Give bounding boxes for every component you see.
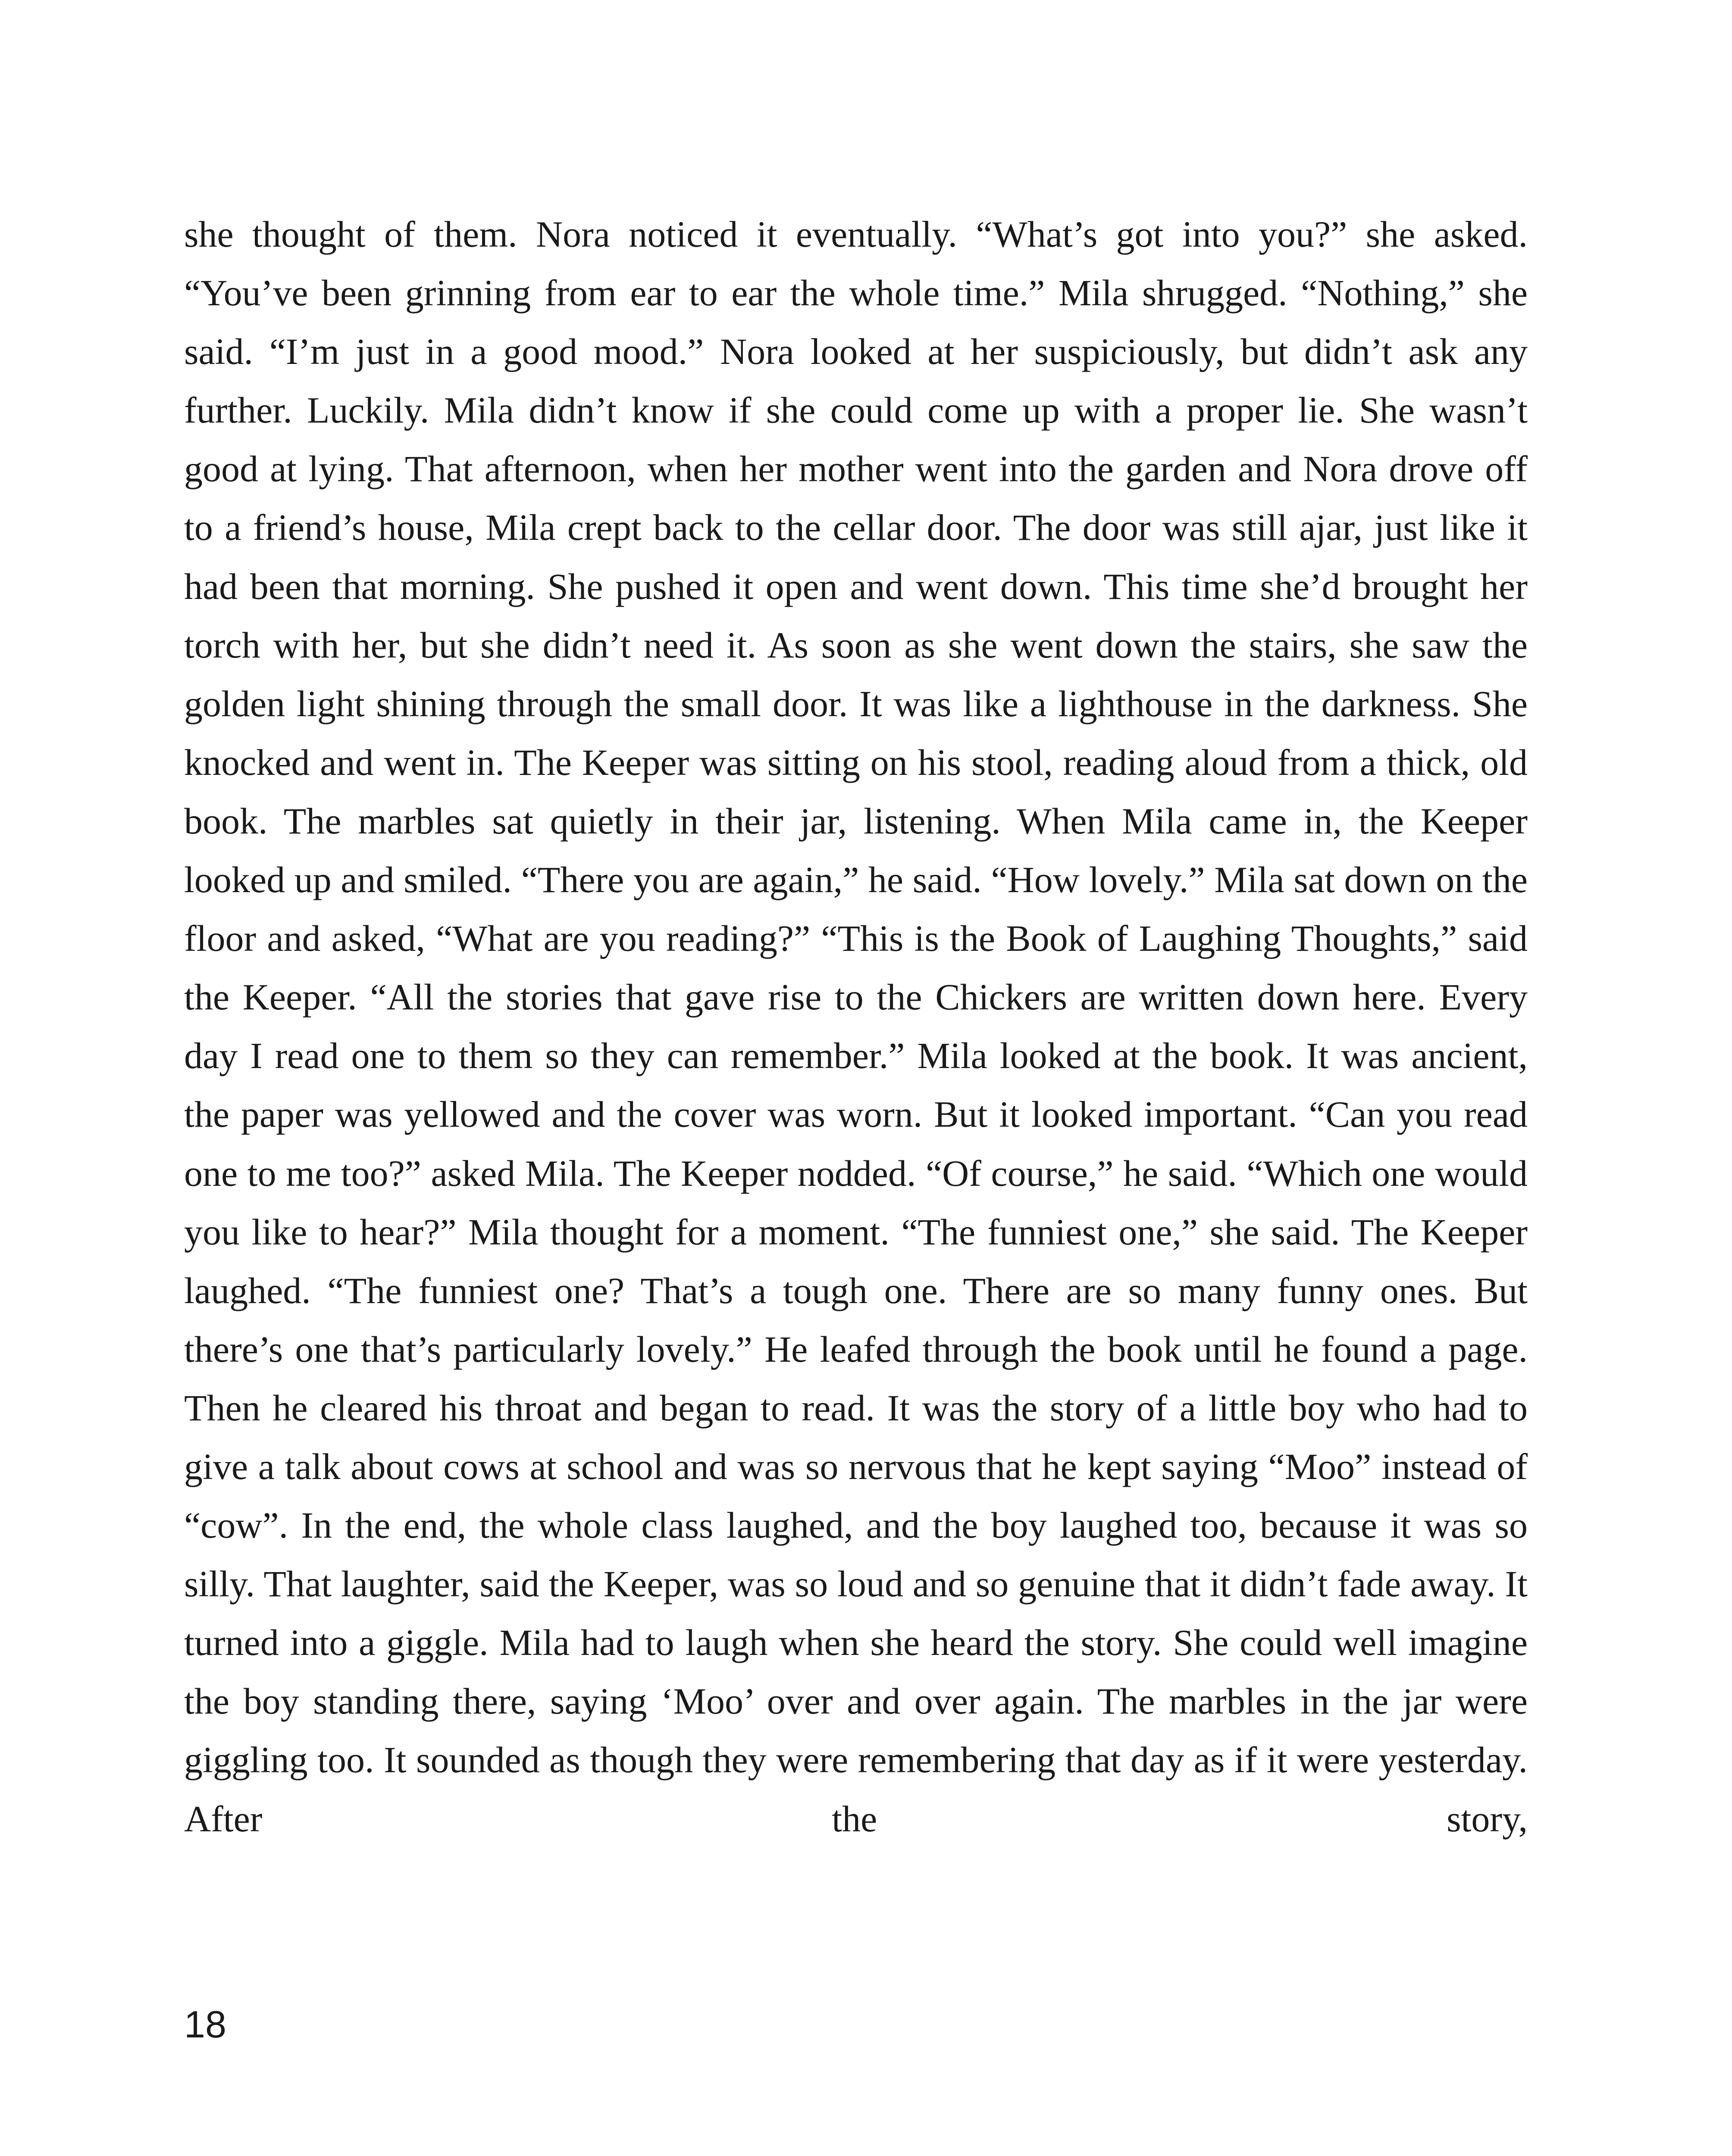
body-paragraph: she thought of them. Nora noticed it eventually. “What’s got into you?” she asked. “You’ve been grinning from ear to ear the whole time.” Mila shrugged. “Nothing,” she said. “I’m just in a good mood.” Nora looked at her suspiciously, but didn’t ask any further. Luckily. Mila didn’t know if she could come up with a proper lie. She wasn’t good at lying. That afternoon, when her mother went into the garden and Nora drove off to a friend’s house, Mila crept back to the cellar door. The door was still ajar, just like it had been that morning. She pushed it open and went down. This time she’d brought her torch with her, but she didn’t need it. As soon as she went down the stairs, she saw the golden light shining through the small door. It was like a lighthouse in the darkness. She knocked and went in. The Keeper was sitting on his stool, reading aloud from a thick, old book. The marbles sat quietly in their jar, listening. When Mila came in, the Keeper looked up and smiled. “There you are again,” he said. “How lovely.” Mila sat down on the floor and asked, “What are you reading?” “This is the Book of Laughing Thoughts,” said the Keeper. “All the stories that gave rise to the Chickers are written down here. Every day I read one to them so they can remember.” Mila looked at the book. It was ancient, the paper was yellowed and the cover was worn. But it looked important. “Can you read one to me too?” asked Mila. The Keeper nodded. “Of course,” he said. “Which one would you like to hear?” Mila thought for a moment. “The funniest one,” she said. The Keeper laughed. “The funniest one? That’s a tough one. There are so many funny ones. But there’s one that’s particularly lovely.” He leafed through the book until he found a page. Then he cleared his throat and began to read. It was the story of a little boy who had to give a talk about cows at school and was so nervous that he kept saying “Moo” instead of “cow”. In the end, the whole class laughed, and the boy laughed too, because it was so silly. That laughter, said the Keeper, was so loud and so genuine that it didn’t fade away. It turned into a giggle. Mila had to laugh when she heard the story. She could well imagine the boy standing there, saying ‘Moo’ over and over again. The marbles in the jar were giggling too. It sounded as though they were remembering that day as if it were yesterday. After the story, (184, 213, 1528, 1839)
page-number: 18 (184, 2003, 226, 2046)
